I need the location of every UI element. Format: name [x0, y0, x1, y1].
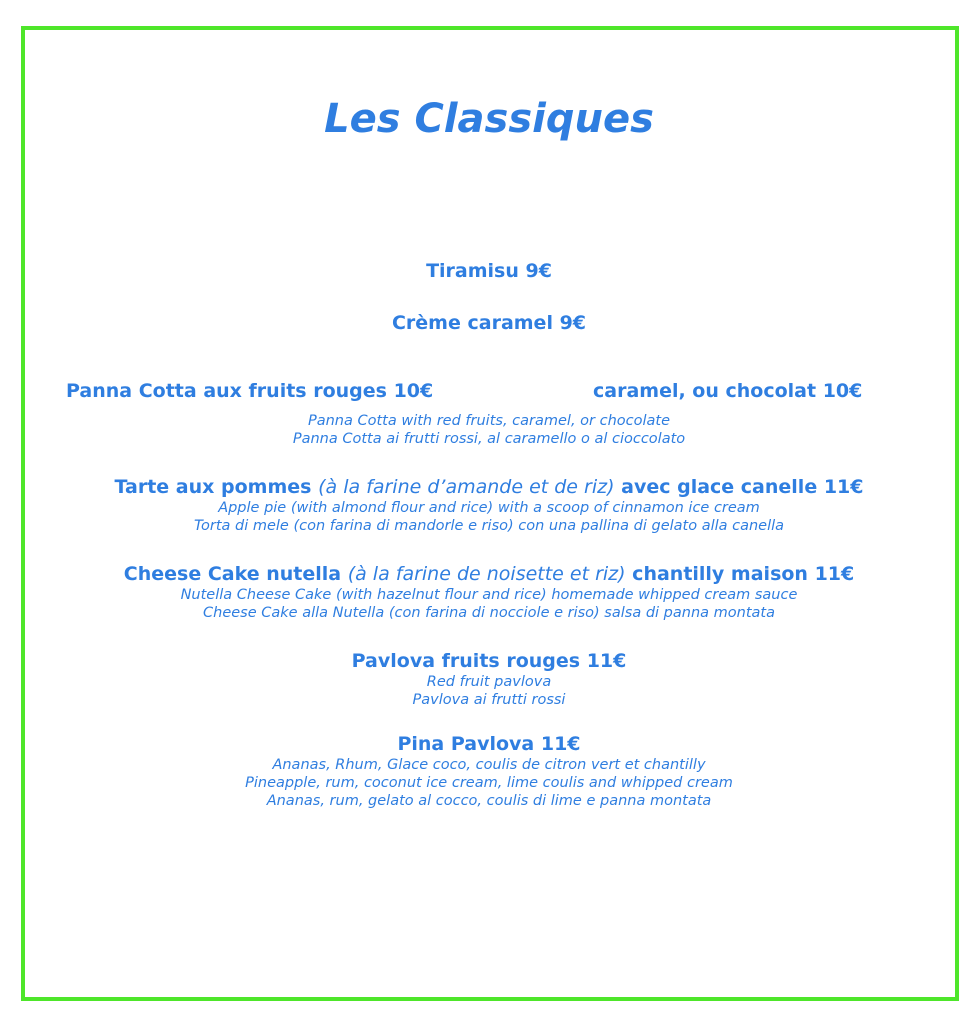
- description-it: Panna Cotta ai frutti rossi, al caramello o al cioccolato: [292, 431, 686, 447]
- item-creme-caramel: Crème caramel 9€: [391, 312, 587, 334]
- description-it: Ananas, rum, gelato al cocco, coulis di lime e panna montata: [266, 793, 712, 809]
- item-cheese-cake: [0, 563, 978, 585]
- item-pavlova: Pavlova fruits rouges 11€: [351, 650, 627, 672]
- description-en: Apple pie (with almond flour and rice) with a scoop of cinnamon ice cream: [218, 500, 760, 516]
- item-pavlova-description: [0, 673, 978, 709]
- description-en: Pineapple, rum, coconut ice cream, lime coulis and whipped cream: [245, 775, 733, 791]
- item-pina-pavlova: Pina Pavlova 11€: [397, 733, 581, 755]
- description-en: Nutella Cheese Cake (with hazelnut flour and rice) homemade whipped cream sauce: [180, 587, 798, 603]
- item-note: (à la farine de noisette et riz): [347, 563, 626, 585]
- item-panna-cotta-description: [0, 412, 978, 448]
- item-tiramisu: Tiramisu 9€: [426, 260, 552, 282]
- item-cheese-cake-description: [0, 586, 978, 622]
- description-it: Torta di mele (con farina di mandorle e riso) con una pallina di gelato alla canella: [193, 518, 785, 534]
- item-pina-pavlova-description: [0, 756, 978, 810]
- page-title: Les Classiques: [324, 96, 654, 142]
- item-tarte-aux-pommes: [0, 476, 978, 498]
- description-en: Red fruit pavlova: [426, 674, 552, 690]
- item-price: chantilly maison 11€: [625, 563, 855, 585]
- description-it: Cheese Cake alla Nutella (con farina di nocciole e riso) salsa di panna montata: [203, 605, 775, 621]
- description-en: Panna Cotta with red fruits, caramel, or chocolate: [307, 413, 670, 429]
- item-panna-cotta-name: Panna Cotta aux fruits rouges 10€: [66, 380, 434, 402]
- item-name: Tarte aux pommes: [114, 476, 319, 498]
- item-panna-cotta-options: caramel, ou chocolat 10€: [593, 380, 863, 402]
- item-tarte-description: [0, 499, 978, 535]
- description-it: Pavlova ai frutti rossi: [412, 692, 566, 708]
- item-note: (à la farine d’amande et de riz): [318, 476, 615, 498]
- item-price: avec glace canelle 11€: [614, 476, 864, 498]
- item-name: Cheese Cake nutella: [123, 563, 348, 585]
- description-fr: Ananas, Rhum, Glace coco, coulis de citron vert et chantilly: [272, 757, 706, 773]
